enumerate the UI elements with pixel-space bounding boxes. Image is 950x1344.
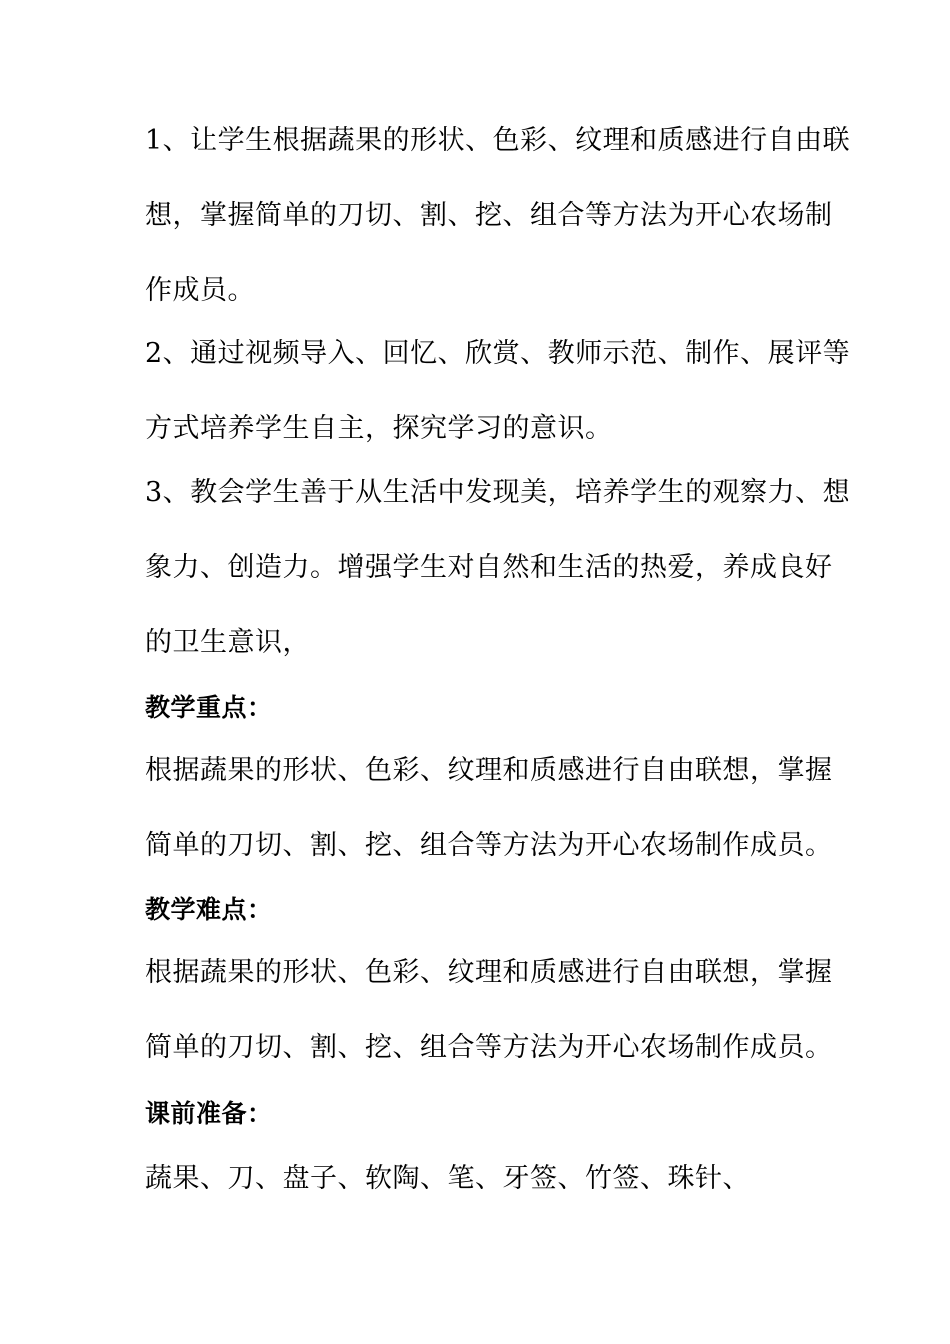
preparation-line-1: 蔬果、刀、盘子、软陶、笔、牙签、竹签、珠针、 [145, 1163, 750, 1194]
difficulties-line-1: 根据蔬果的形状、色彩、纹理和质感进行自由联想，掌握 [145, 957, 833, 988]
key-points-heading: 教学重点： [145, 693, 273, 722]
key-points-line-2: 简单的刀切、割、挖、组合等方法为开心农场制作成员。 [145, 830, 833, 861]
objective-1-line-2: 想，掌握简单的刀切、割、挖、组合等方法为开心农场制 [145, 200, 833, 231]
objective-3-line-2: 象力、创造力。增强学生对自然和生活的热爱，养成良好 [145, 552, 833, 583]
objective-1-line-1: 1、让学生根据蔬果的形状、色彩、纹理和质感进行自由联 [145, 125, 851, 156]
difficulties-heading: 教学难点： [145, 895, 273, 924]
key-points-line-1: 根据蔬果的形状、色彩、纹理和质感进行自由联想，掌握 [145, 755, 833, 786]
objective-2-line-2: 方式培养学生自主，探究学习的意识。 [145, 413, 613, 444]
objective-1-line-3: 作成员。 [145, 275, 255, 306]
objective-2-line-1: 2、通过视频导入、回忆、欣赏、教师示范、制作、展评等 [145, 338, 851, 369]
preparation-heading: 课前准备： [145, 1099, 273, 1128]
objective-3-line-3: 的卫生意识， [145, 627, 310, 658]
difficulties-line-2: 简单的刀切、割、挖、组合等方法为开心农场制作成员。 [145, 1032, 833, 1063]
objective-3-line-1: 3、教会学生善于从生活中发现美，培养学生的观察力、想 [145, 477, 851, 508]
